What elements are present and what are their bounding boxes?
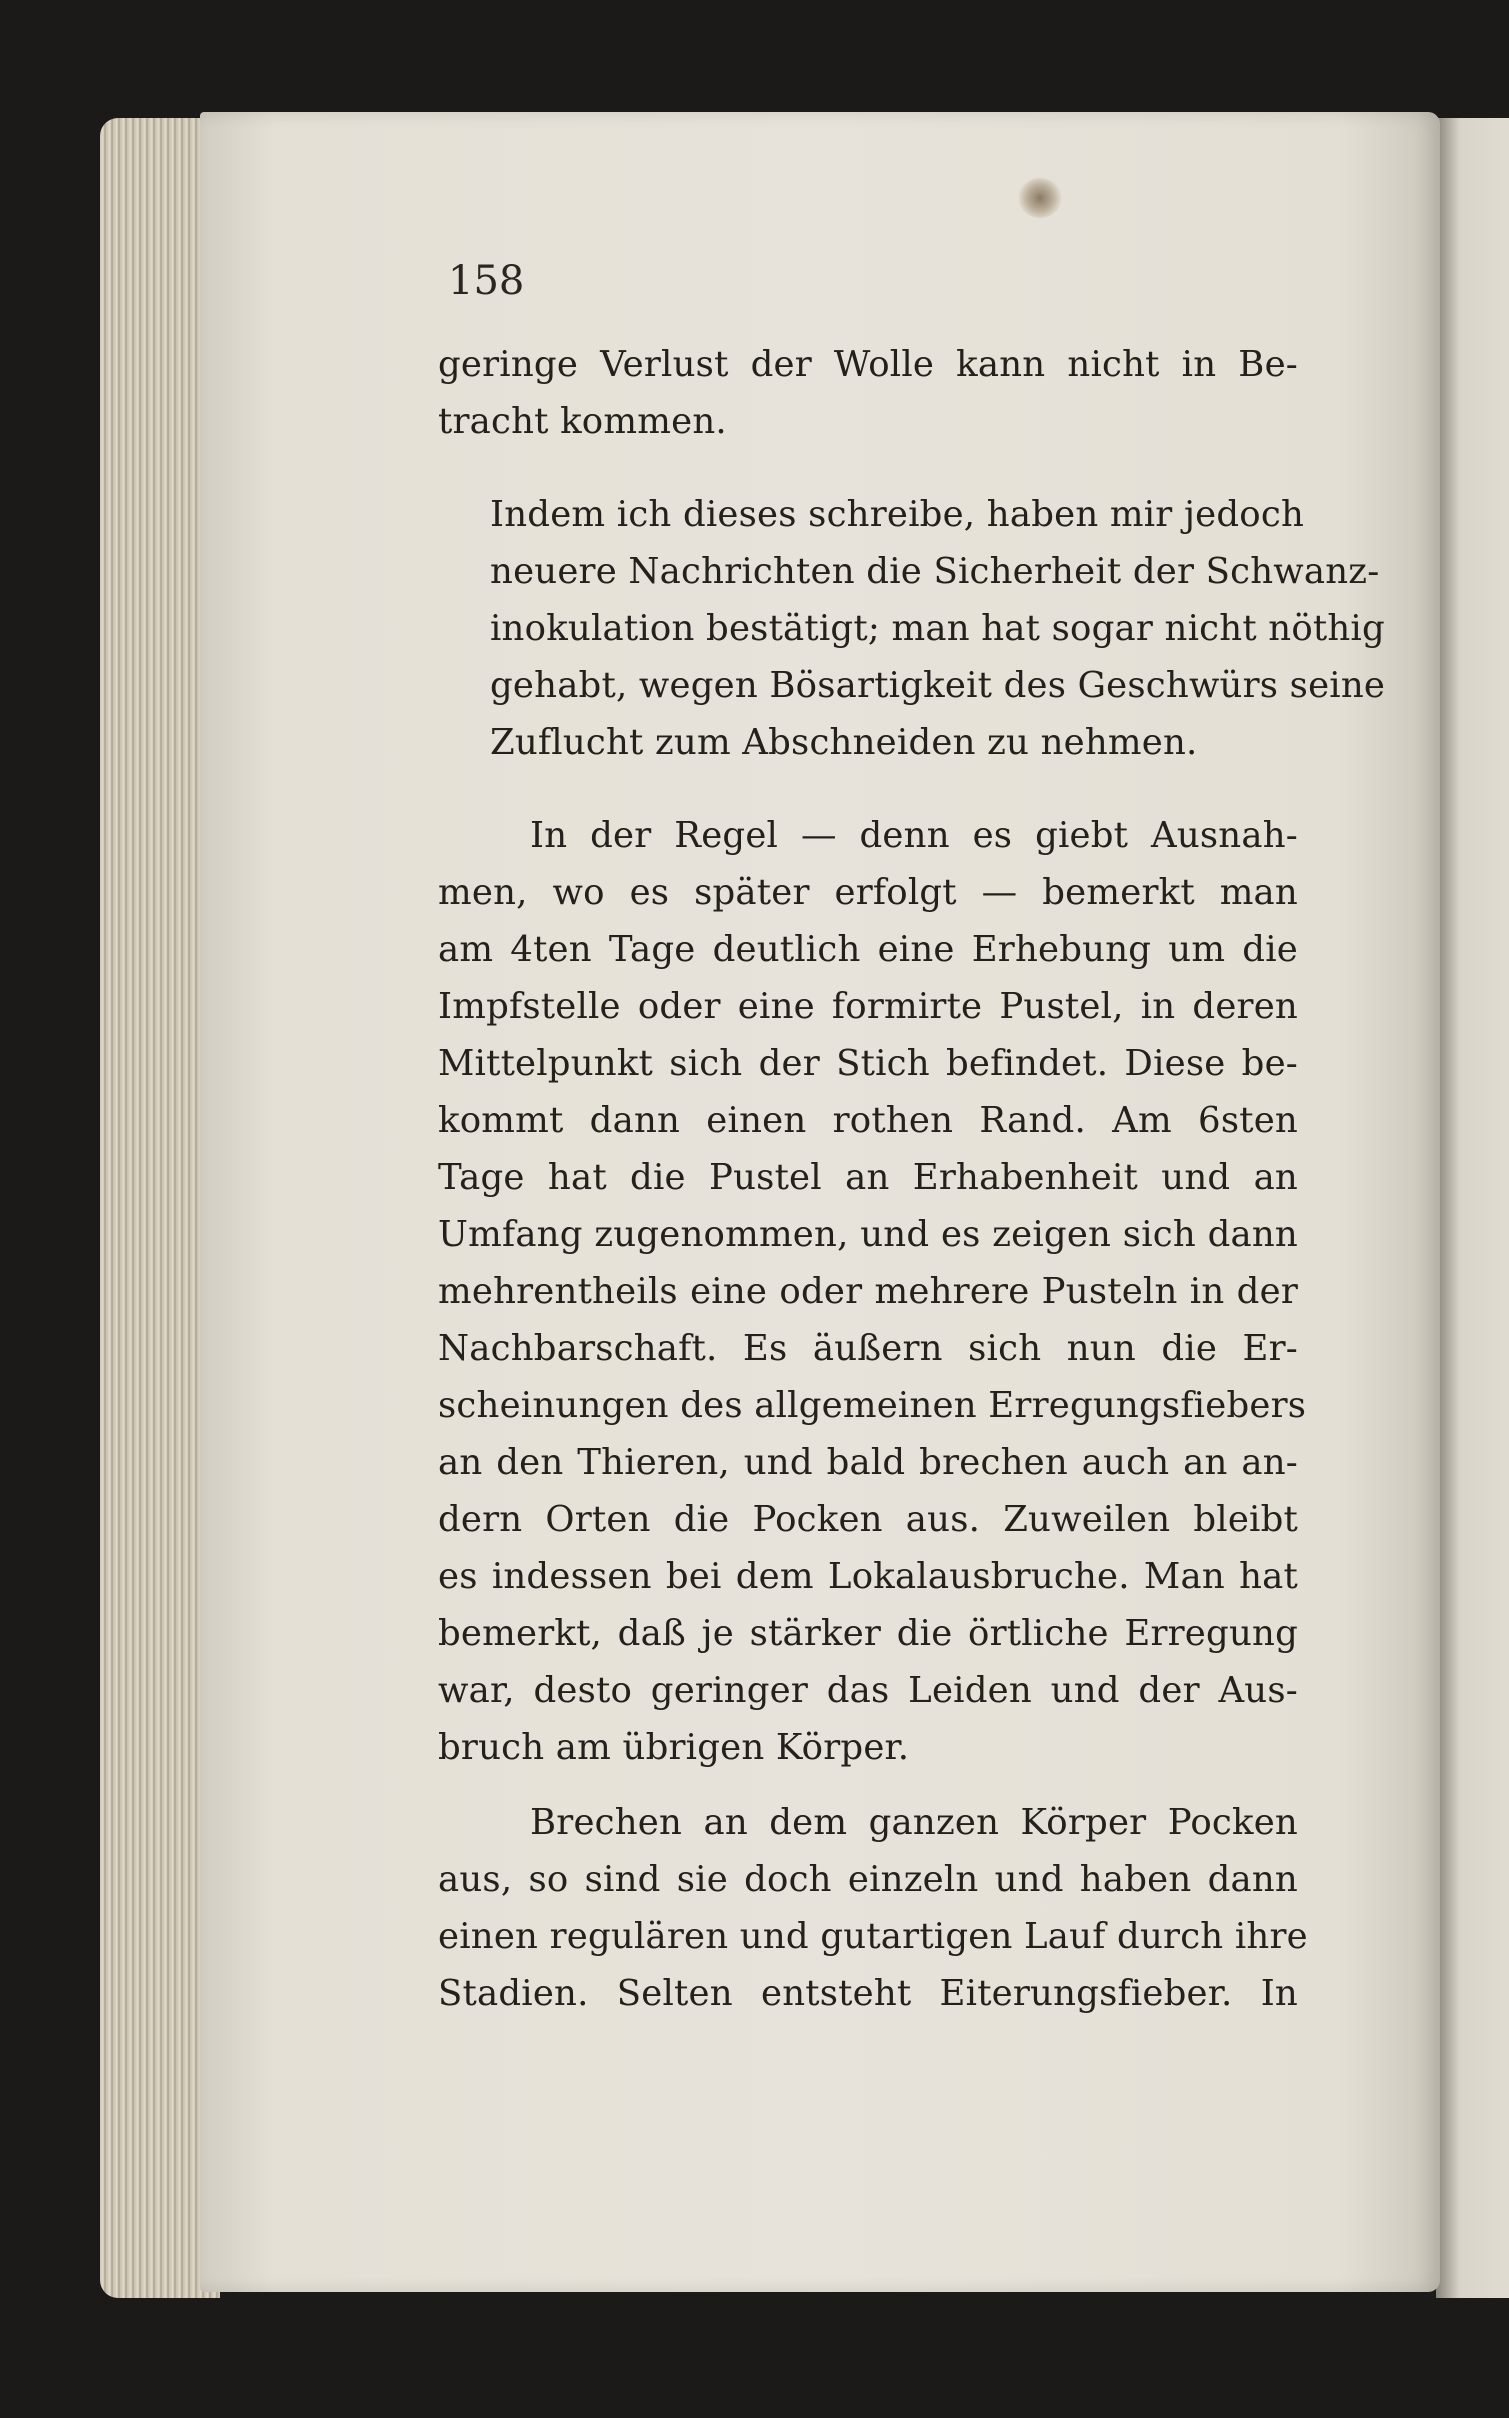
facing-page-edge: [1436, 118, 1509, 2298]
text-line: kommt dann einen rothen Rand. Am 6sten: [438, 1100, 1298, 1141]
text-line: Impfstelle oder eine formirte Pustel, in deren: [438, 986, 1298, 1027]
page-text: [438, 336, 1386, 2022]
text-line: aus, so sind sie doch einzeln und haben dann: [438, 1859, 1298, 1900]
text-line: In der Regel — denn es giebt Ausnah-: [530, 815, 1298, 856]
text-line: Nachbarschaft. Es äußern sich nun die Er-: [438, 1328, 1298, 1369]
text-line: einen regulären und gutartigen Lauf durch ihre: [438, 1916, 1308, 1957]
text-line: am 4ten Tage deutlich eine Erhebung um die: [438, 929, 1298, 970]
text-line: bemerkt, daß je stärker die örtliche Erregung: [438, 1613, 1298, 1654]
text-line: Mittelpunkt sich der Stich befindet. Diese be-: [438, 1043, 1298, 1084]
text-line: tracht kommen.: [438, 401, 727, 442]
text-line: dern Orten die Pocken aus. Zuweilen bleibt: [438, 1499, 1298, 1540]
page-number: 158: [448, 258, 525, 304]
text-line: inokulation bestätigt; man hat sogar nicht nöthig: [490, 608, 1385, 649]
text-line: geringe Verlust der Wolle kann nicht in Be-: [438, 344, 1298, 385]
text-line: Umfang zugenommen, und es zeigen sich dann: [438, 1214, 1298, 1255]
text-line: bruch am übrigen Körper.: [438, 1727, 910, 1768]
stain-spot: [1018, 178, 1062, 218]
text-line: scheinungen des allgemeinen Erregungsfiebers: [438, 1385, 1307, 1426]
text-line: mehrentheils eine oder mehrere Pusteln in der: [438, 1271, 1298, 1312]
text-line: Tage hat die Pustel an Erhabenheit und an: [438, 1157, 1298, 1198]
text-line: neuere Nachrichten die Sicherheit der Schwanz-: [490, 551, 1380, 592]
text-line: Stadien. Selten entsteht Eiterungsfieber. In: [438, 1973, 1298, 2014]
text-line: men, wo es später erfolgt — bemerkt man: [438, 872, 1298, 913]
text-line: Indem ich dieses schreibe, haben mir jedoch: [490, 494, 1305, 535]
text-line: gehabt, wegen Bösartigkeit des Geschwürs seine: [490, 665, 1386, 706]
text-line: an den Thieren, und bald brechen auch an an-: [438, 1442, 1298, 1483]
text-line: war, desto geringer das Leiden und der Aus-: [438, 1670, 1298, 1711]
text-line: es indessen bei dem Lokalausbruche. Man hat: [438, 1556, 1298, 1597]
text-line: Zuflucht zum Abschneiden zu nehmen.: [490, 722, 1198, 763]
text-line: Brechen an dem ganzen Körper Pocken: [530, 1802, 1298, 1843]
